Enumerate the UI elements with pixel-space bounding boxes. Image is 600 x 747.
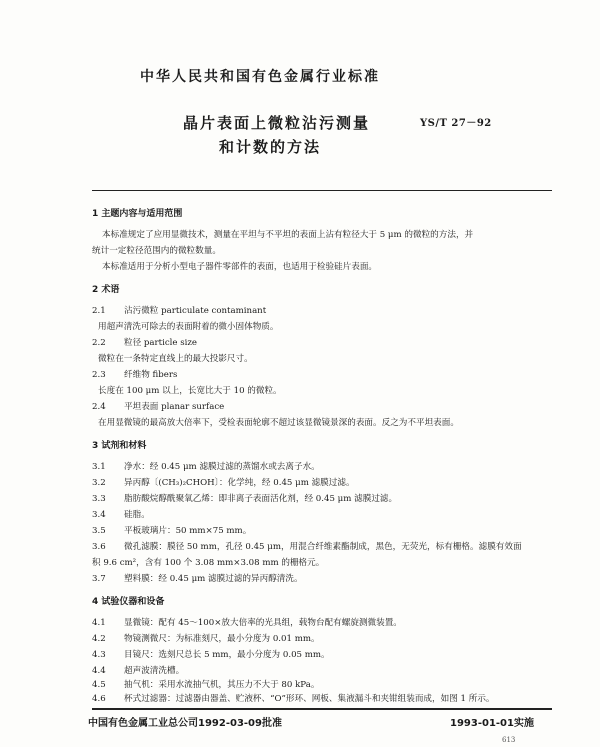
section-1-para2: 本标准适用于分析小型电子器件零部件的表面，也适用于检验硅片表面。 xyxy=(102,262,378,272)
list-item: 4.4 超声波清洗槽。 xyxy=(92,666,185,676)
list-item: 4.5 抽气机：采用水流抽气机，其压力不大于 80 kPa。 xyxy=(92,680,320,690)
section-1-heading: 1 主题内容与适用范围 xyxy=(92,209,183,219)
document-title-line2: 和计数的方法 xyxy=(219,138,322,156)
document-title-line1: 晶片表面上微粒沾污测量 xyxy=(183,114,371,132)
list-item: 4.6 杯式过滤器：过滤器由器盖、贮液杯、“O”形环、网板、集液漏斗和夹钳组装而成，如图 1 所示。 xyxy=(92,694,495,704)
header-divider xyxy=(92,190,552,191)
list-item: 4.1 显微镜：配有 45～100×放大倍率的光具组，载物台配有螺旋测微装置。 xyxy=(92,618,402,628)
implementation-date: 1993-01-01实施 xyxy=(450,718,534,729)
list-item: 3.7 塑料膜：经 0.45 μm 滤膜过滤的异丙醇清洗。 xyxy=(92,574,303,584)
term-description: 长度在 100 μm 以上，长宽比大于 10 的微粒。 xyxy=(98,386,282,396)
list-item-continuation: 积 9.6 cm²，含有 100 个 3.08 mm×3.08 mm 的栅格元。 xyxy=(92,558,325,568)
section-1-para1-line1: 本标准规定了应用显微技术，测量在平坦与不平坦的表面上沾有粒径大于 5 μm 的微粒的方法，并 xyxy=(102,230,474,240)
section-2-heading: 2 术语 xyxy=(92,285,120,295)
standard-title: 中华人民共和国有色金属行业标准 xyxy=(140,69,380,85)
footer-divider xyxy=(92,708,552,710)
list-item: 4.3 目镜尺：选刻尺总长 5 mm，最小分度为 0.05 mm。 xyxy=(92,650,330,660)
list-item: 3.2 异丙醇〔(CH₃)₂CHOH〕：化学纯，经 0.45 μm 滤膜过滤。 xyxy=(92,478,355,488)
page-number: 613 xyxy=(502,736,516,744)
term-item: 2.1 沾污微粒 particulate contaminant xyxy=(92,306,267,316)
list-item: 3.1 净水：经 0.45 μm 滤膜过滤的蒸馏水或去离子水。 xyxy=(92,462,320,472)
standard-code: YS/T 27－92 xyxy=(420,118,492,129)
list-item: 4.2 物镜测微尺：为标准刻尺，最小分度为 0.01 mm。 xyxy=(92,634,320,644)
term-item: 2.2 粒径 particle size xyxy=(92,338,198,348)
list-item: 3.3 脂肪酸烷醇酰聚氧乙烯：即非离子表面活化剂，经 0.45 μm 滤膜过滤。 xyxy=(92,494,398,504)
term-item: 2.3 纤维物 fibers xyxy=(92,370,178,380)
section-1-para1-line2: 统计一定粒径范围内的微粒数量。 xyxy=(92,246,221,256)
term-description: 用超声清洗可除去的表面附着的微小固体物质。 xyxy=(98,322,279,332)
approval-text: 中国有色金属工业总公司1992-03-09批准 xyxy=(88,718,282,729)
list-item: 3.6 微孔滤膜：膜径 50 mm，孔径 0.45 μm，用混合纤维素酯制成，黑色，无荧光，标有栅格。滤膜有效面 xyxy=(92,542,522,552)
list-item: 3.5 平板玻璃片：50 mm×75 mm。 xyxy=(92,526,252,536)
section-3-heading: 3 试剂和材料 xyxy=(92,441,147,451)
list-item: 3.4 硅脂。 xyxy=(92,510,150,520)
term-item: 2.4 平坦表面 planar surface xyxy=(92,402,225,412)
section-4-heading: 4 试验仪器和设备 xyxy=(92,597,165,607)
term-description: 微粒在一条特定直线上的最大投影尺寸。 xyxy=(98,354,253,364)
term-description: 在用显微镜的最高放大倍率下，受检表面轮廓不超过该显微镜景深的表面。反之为不平坦表面。 xyxy=(98,418,459,428)
